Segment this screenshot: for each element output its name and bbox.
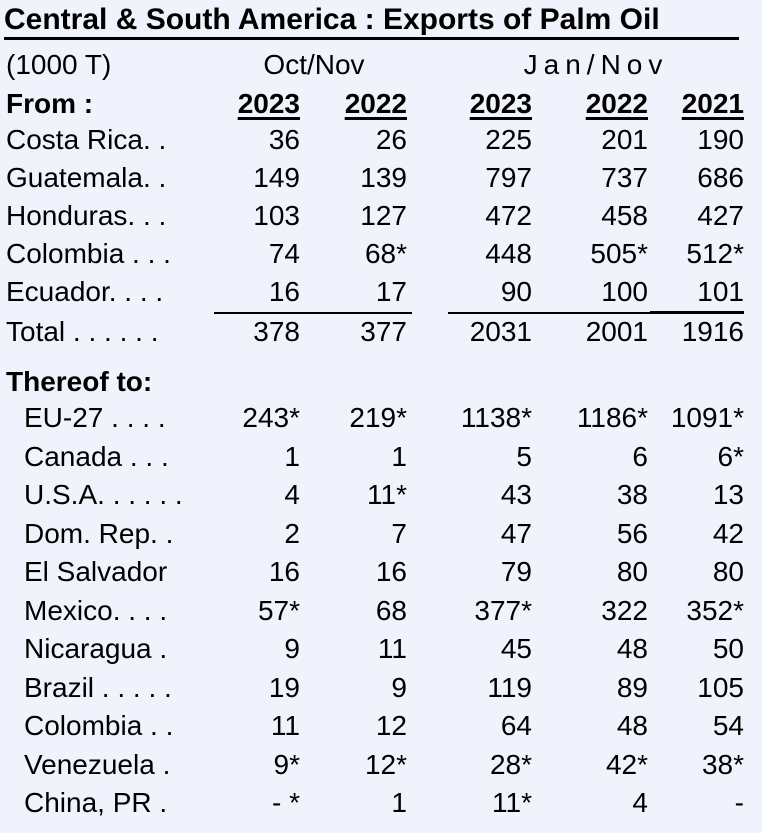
table-cell: 89 xyxy=(616,671,648,703)
table-cell: 427 xyxy=(697,200,744,231)
table-cell: 90 xyxy=(500,276,532,307)
table-cell: 127 xyxy=(360,200,407,231)
table-cell: 28* xyxy=(489,748,532,780)
year-header: 2023 xyxy=(237,88,300,119)
table-cell: 1 xyxy=(391,440,407,472)
table-cell: 80 xyxy=(616,556,648,587)
table-cell: 322 xyxy=(601,594,648,626)
row-label: Ecuador. . . . xyxy=(6,276,164,307)
table-cell: 4 xyxy=(284,479,300,510)
table-cell: 45 xyxy=(500,633,532,664)
table-cell: 9* xyxy=(273,748,300,780)
row-label: China, PR . xyxy=(24,787,168,818)
row-label: Brazil . . . . . xyxy=(24,671,172,703)
thereof-row xyxy=(0,364,762,400)
table-cell: 4 xyxy=(632,787,648,818)
row-label: Guatemala. . xyxy=(6,162,167,193)
table-cell: 50 xyxy=(712,633,744,664)
table-cell: 201 xyxy=(601,124,648,155)
total-cell: 2031 xyxy=(469,316,532,347)
table-cell: 16 xyxy=(268,276,300,307)
table-cell: 190 xyxy=(697,124,744,155)
table-cell: 38* xyxy=(701,748,744,780)
table-cell: 11* xyxy=(367,479,407,510)
table-cell: 13 xyxy=(712,479,744,510)
total-cell: 377 xyxy=(360,316,407,347)
table-cell: 26 xyxy=(375,124,407,155)
table-cell: 9 xyxy=(284,633,300,664)
row-label: Nicaragua . xyxy=(24,633,168,664)
table-cell: 57* xyxy=(257,594,300,626)
table-cell: 1091* xyxy=(670,402,744,433)
row-label: Costa Rica. . xyxy=(6,124,167,155)
table-cell: 19 xyxy=(268,671,300,703)
row-label: Honduras. . . xyxy=(6,200,167,231)
table-cell: 11* xyxy=(492,787,532,818)
row-label: U.S.A. . . . . . xyxy=(24,479,183,510)
row-label: El Salvador xyxy=(24,556,168,587)
table-cell: 42* xyxy=(605,748,648,780)
total-cell: 2001 xyxy=(585,316,648,347)
table-cell: 42 xyxy=(712,517,744,549)
table-cell: 11 xyxy=(270,710,300,741)
table-cell: 103 xyxy=(253,200,300,231)
table-cell: 1 xyxy=(284,440,300,472)
table-cell: 352* xyxy=(686,594,744,626)
table-row xyxy=(0,593,762,629)
total-cell: 378 xyxy=(253,316,300,347)
table-cell: 43 xyxy=(500,479,532,510)
table-cell: 9 xyxy=(391,671,407,703)
table-cell: 219* xyxy=(349,402,407,433)
unit-label: (1000 T) xyxy=(6,49,112,80)
table-row xyxy=(0,439,762,475)
table-cell: 12* xyxy=(364,748,407,780)
table-cell: 68* xyxy=(364,238,407,269)
table-cell: 80 xyxy=(712,556,744,587)
table-row xyxy=(0,477,762,513)
table-row xyxy=(0,400,762,436)
table-cell: 68 xyxy=(375,594,407,626)
table-row xyxy=(0,122,762,158)
year-header: 2021 xyxy=(681,88,744,119)
table-cell: 1186* xyxy=(576,402,648,433)
table-cell: 243* xyxy=(242,402,300,433)
thereof-label: Thereof to: xyxy=(6,366,153,397)
table-cell: 5 xyxy=(516,440,532,472)
table-cell: 48 xyxy=(616,633,648,664)
row-label: Mexico. . . . xyxy=(24,594,168,626)
row-label: Colombia . . . xyxy=(6,238,171,269)
from-label: From : xyxy=(6,88,94,119)
table-cell: 12 xyxy=(375,710,407,741)
table-cell: 2 xyxy=(284,517,300,549)
table-cell: 1138* xyxy=(460,402,532,433)
total-cell: 1916 xyxy=(681,316,744,347)
table-cell: 7 xyxy=(391,517,407,549)
table-row xyxy=(0,516,762,552)
period-jan-nov: Jan/Nov xyxy=(523,49,669,80)
row-label: Venezuela . xyxy=(24,748,171,780)
table-cell: 74 xyxy=(268,238,300,269)
table-row xyxy=(0,785,762,821)
total-row xyxy=(0,314,762,350)
table-cell: 505* xyxy=(590,238,648,269)
table-cell: 458 xyxy=(601,200,648,231)
row-label: Dom. Rep. . xyxy=(24,517,174,549)
row-label: Canada . . . xyxy=(24,440,169,472)
table-title: Central & South America : Exports of Palm Oil xyxy=(4,3,660,36)
table-cell: 686 xyxy=(697,162,744,193)
table-row xyxy=(0,198,762,234)
table-row xyxy=(0,274,762,310)
table-cell: 472 xyxy=(485,200,532,231)
table-cell: 64 xyxy=(500,710,532,741)
table-row xyxy=(0,236,762,272)
table-row xyxy=(0,631,762,667)
table-cell: 48 xyxy=(616,710,648,741)
table-cell: 54 xyxy=(712,710,744,741)
table-cell: - * xyxy=(272,787,300,818)
table-cell: 11 xyxy=(377,633,407,664)
table-cell: 737 xyxy=(601,162,648,193)
table-cell: 119 xyxy=(487,671,532,703)
table-cell: 17 xyxy=(375,276,407,307)
table-cell: 1 xyxy=(391,787,407,818)
title-underline xyxy=(4,37,739,40)
table-cell: 797 xyxy=(485,162,532,193)
year-header: 2022 xyxy=(585,88,648,119)
table-cell: 36 xyxy=(268,124,300,155)
table-cell: 38 xyxy=(616,479,648,510)
table-cell: 139 xyxy=(360,162,407,193)
table-row xyxy=(0,160,762,196)
table-cell: 448 xyxy=(485,238,532,269)
period-oct-nov: Oct/Nov xyxy=(263,49,365,80)
header-row xyxy=(0,86,762,122)
table-cell: 6 xyxy=(632,440,648,472)
table-cell: 377* xyxy=(474,594,532,626)
table-cell: 6* xyxy=(717,440,744,472)
table-row xyxy=(0,554,762,590)
table-row xyxy=(0,747,762,783)
year-header: 2023 xyxy=(469,88,532,119)
table-cell: 100 xyxy=(601,276,648,307)
table-row xyxy=(0,670,762,706)
table-cell: 79 xyxy=(500,556,532,587)
year-header: 2022 xyxy=(344,88,407,119)
table-cell: 47 xyxy=(500,517,532,549)
table-cell: 16 xyxy=(268,556,300,587)
table-cell: 105 xyxy=(697,671,744,703)
row-label: Colombia . . xyxy=(24,710,174,741)
row-label: EU-27 . . . . xyxy=(24,402,166,433)
table-cell: 512* xyxy=(686,238,744,269)
table-cell: 101 xyxy=(697,276,744,307)
table-cell: - xyxy=(734,787,744,818)
total-label: Total . . . . . . xyxy=(6,316,159,347)
table-cell: 16 xyxy=(375,556,407,587)
table-cell: 56 xyxy=(616,517,648,549)
table-cell: 149 xyxy=(253,162,300,193)
table-cell: 225 xyxy=(485,124,532,155)
table-row xyxy=(0,708,762,744)
